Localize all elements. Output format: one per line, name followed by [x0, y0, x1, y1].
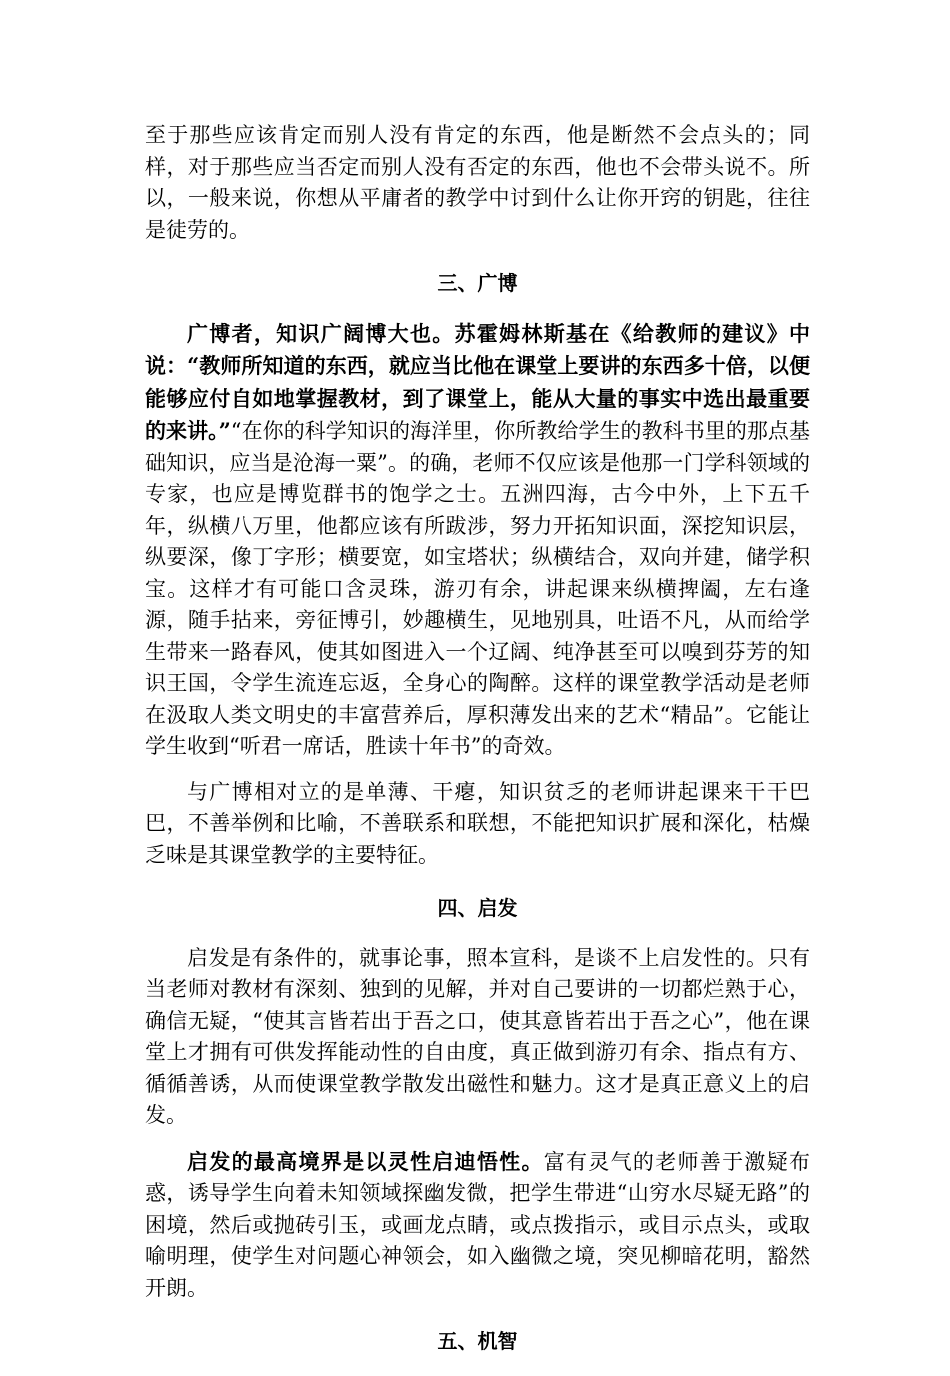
- paragraph-qifa-2: [145, 1146, 810, 1305]
- document-page: [145, 120, 810, 1376]
- bold-lead-sentence: 启发的最高境界是以灵性启迪悟性。: [187, 1148, 544, 1174]
- paragraph-text: 富有灵气的老师善于激疑布惑，诱导学生向着未知领域探幽发微，把学生带进“山穷水尽疑无路”的困境，然后或抛砖引玉，或画龙点睛，或点拨指示，或目示点头，或取喻明理，使学生对问题心神领会，如入幽微之境，突见柳暗花明，豁然开朗。: [145, 1149, 811, 1300]
- section-heading-jizhi: 五、机智: [437, 1329, 518, 1353]
- continued-paragraph: 至于那些应该肯定而别人没有肯定的东西，他是断然不会点头的；同样，对于那些应当否定而别人没有否定的东西，他也不会带头说不。所以，一般来说，你想从平庸者的教学中讨到什么让你开窍的钥匙，往往是徒劳的。: [145, 123, 810, 242]
- paragraph-guangbo-1: [145, 318, 810, 763]
- paragraph-qifa-1: 启发是有条件的，就事论事，照本宣科，是谈不上启发性的。只有当老师对教材有深刻、独到的见解，并对自己要讲的一切都烂熟于心，确信无疑，“使其言皆若出于吾之口，使其意皆若出于吾之心”，他在课堂上才拥有可供发挥能动性的自由度，真正做到游刃有余、指点有方、循循善诱，从而使课堂教学散发出磁性和魅力。这才是真正意义上的启发。: [145, 945, 810, 1127]
- paragraph-guangbo-2: 与广博相对立的是单薄、干瘪，知识贫乏的老师讲起课来干干巴巴，不善举例和比喻，不善联系和联想，不能把知识扩展和深化，枯燥乏味是其课堂教学的主要特征。: [145, 779, 810, 867]
- section-heading-qifa: 四、启发: [437, 896, 518, 920]
- paragraph-text: “在你的科学知识的海洋里，你所教给学生的教科书里的那点基础知识，应当是沧海一粟”。的确，老师不仅应该是他那一门学科领域的专家，也应是博览群书的饱学之士。五洲四海，古今中外，上下五千年，纵横八万里，他都应该有所跋涉，努力开拓知识面，深挖知识层，纵要深，像丁字形；横要宽，如宝塔状；纵横结合，双向并建，储学积宝。这样才有可能口含灵珠，游刃有余，讲起课来纵横捭阖，左右逢源，随手拈来，旁征博引，妙趣横生，见地别具，吐语不凡，从而给学生带来一路春风，使其如图进入一个辽阔、纯净甚至可以嗅到芬芳的知识王国，令学生流连忘返，全身心的陶醉。这样的课堂教学活动是老师在汲取人类文明史的丰富营养后，厚积薄发出来的艺术“精品”。它能让学生收到“听君一席话，胜读十年书”的奇效。: [145, 419, 810, 758]
- bold-quote-sukhomlinsky: 广博者，知识广阔博大也。苏霍姆林斯基在《给教师的建议》中说：“教师所知道的东西，就应当比他在课堂上要讲的东西多十倍，以便能够应付自如地掌握教材，到了课堂上，能从大量的事实中选出最重要的来讲。”: [145, 320, 810, 443]
- section-heading-guangbo: 三、广博: [437, 271, 518, 295]
